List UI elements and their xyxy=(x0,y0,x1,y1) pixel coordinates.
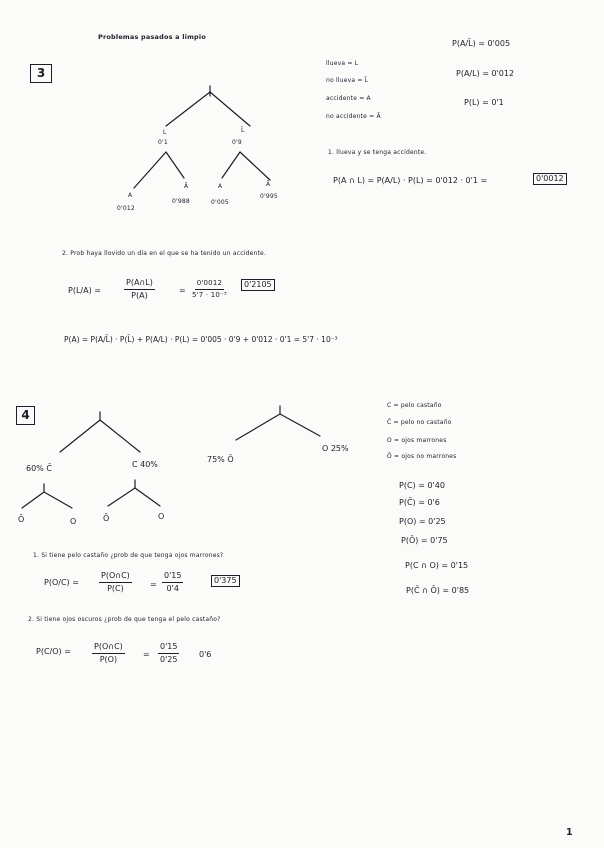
p4-branch-root-left xyxy=(60,420,100,452)
p4-q1-eq: = xyxy=(150,580,157,589)
p3-tree-L-prob: 0'1 xyxy=(158,139,168,146)
p3-tree-A1-prob: 0'012 xyxy=(117,205,135,212)
p4-q1-num2: 0'15 xyxy=(162,572,183,583)
p4-q2-den2: 0'25 xyxy=(160,655,178,664)
p3-legend-0: llueva = L xyxy=(326,60,359,67)
p3-prob-1: P(A/L) = 0'012 xyxy=(456,69,515,78)
p3-q2-den2: 5'7 · 10⁻³ xyxy=(192,291,227,299)
p3-q2-result: 0'2105 xyxy=(241,279,275,291)
p3-tree-L: L xyxy=(163,129,167,136)
p4-branch-left-left xyxy=(22,492,44,508)
page-number: 1 xyxy=(566,827,573,838)
problem-3-number: 3 xyxy=(30,64,52,83)
p3-prob-0: P(A/L̄) = 0'005 xyxy=(452,39,511,48)
p3-q2-frac1 xyxy=(124,279,155,300)
p4-prob-4: P(C ∩ O) = 0'15 xyxy=(405,561,469,570)
p4-branch-root-right xyxy=(100,420,140,452)
p4-q2-num2: 0'15 xyxy=(158,643,179,654)
p4-legend-3: Ō = ojos no marrones xyxy=(387,453,457,460)
p4-q1-num1: P(O∩C) xyxy=(99,572,132,583)
p4-q1-result: 0'375 xyxy=(211,575,240,587)
p4-q1-den1: P(C) xyxy=(107,584,124,593)
p3-branch-L-Abar xyxy=(166,152,184,178)
p3-tree-Abar1-prob: 0'988 xyxy=(172,198,190,205)
p4-tree1-leaf-4: O xyxy=(158,512,165,521)
p4-tree1-Cbar: 60% C̄ xyxy=(26,464,52,473)
p4-legend-0: C = pelo castaño xyxy=(387,402,442,409)
p3-tree-Abar2-prob: 0'995 xyxy=(260,193,278,200)
p4-q2-title: 2. Si tiene ojos oscuros ¿prob de que tenga el pelo castaño? xyxy=(28,616,221,623)
p4-prob-0: P(C) = 0'40 xyxy=(399,481,445,490)
p4-q2-den1: P(O) xyxy=(99,655,118,664)
p3-branch-root-right xyxy=(210,92,250,126)
p4-legend-1: C̄ = pelo no castaño xyxy=(387,419,452,426)
p4-q2-eq: = xyxy=(143,650,150,659)
p3-tree-A1: A xyxy=(128,192,133,199)
p3-tree-Lbar-prob: 0'9 xyxy=(232,139,242,146)
p3-q2-eq: = xyxy=(179,286,186,295)
p3-tree-Lbar: L̄ xyxy=(241,127,245,134)
p3-q2-den1: P(A) xyxy=(131,291,148,300)
p4-tree2-O: O 25% xyxy=(322,444,349,453)
p3-prob-2: P(L) = 0'1 xyxy=(464,98,504,107)
p4-legend-2: O = ojos marrones xyxy=(387,437,447,444)
p4-tree1-C: C 40% xyxy=(132,460,158,469)
p3-tree-Abar1: Ā xyxy=(184,183,189,190)
p3-q2-lhs: P(L/A) = xyxy=(68,286,101,295)
p3-tree-A2-prob: 0'005 xyxy=(211,199,229,206)
p4-tree2-right xyxy=(280,414,320,436)
problem-4-number: 4 xyxy=(16,406,35,425)
p3-q1-result: 0'0012 xyxy=(533,173,567,185)
p3-tree-A2: A xyxy=(218,183,223,190)
p4-tree1-leaf-3: Ō xyxy=(103,514,110,523)
p3-legend-2: accidente = A xyxy=(326,95,371,102)
p4-branch-left-right xyxy=(44,492,72,508)
page-title: Problemas pasados a limpio xyxy=(98,33,206,41)
p4-q1-lhs: P(O/C) = xyxy=(44,578,79,587)
p3-tree-Abar2: Ā xyxy=(266,181,271,188)
p3-q1-title: 1. llueva y se tenga accidente. xyxy=(328,149,427,156)
p4-prob-5: P(C̄ ∩ Ō) = 0'85 xyxy=(406,586,470,595)
p4-prob-2: P(O) = 0'25 xyxy=(399,517,446,526)
p4-q2-frac1 xyxy=(92,643,125,664)
p4-q2-frac2 xyxy=(158,643,179,664)
p3-q1-formula: P(A ∩ L) = P(A/L) · P(L) = 0'012 · 0'1 = xyxy=(333,176,488,185)
p3-branch-Lbar-Abar xyxy=(240,152,270,180)
p3-q2-title: 2. Prob haya llovido un día en el que se ha tenido un accidente. xyxy=(62,250,267,257)
p3-legend-3: no accidente = Ā xyxy=(326,113,381,120)
p3-branch-L-A xyxy=(134,152,166,188)
p4-q1-den2: 0'4 xyxy=(166,584,179,593)
p4-tree2-left xyxy=(236,414,280,440)
p4-branch-right-left xyxy=(108,488,135,506)
p4-q1-frac2 xyxy=(162,572,183,593)
p4-prob-3: P(Ō) = 0'75 xyxy=(401,536,448,545)
p3-q2-total: P(A) = P(A/L̄) · P(L̄) + P(A/L) · P(L) = 0'005 · 0'9 + 0'012 · 0'1 = 5'7 · 10⁻³ xyxy=(64,335,338,344)
p4-q2-num1: P(O∩C) xyxy=(92,643,125,654)
p3-branch-root-left xyxy=(166,92,210,126)
p4-branch-right-right xyxy=(135,488,160,506)
p4-q2-lhs: P(C/O) = xyxy=(36,647,71,656)
p3-legend-1: no llueva = L̄ xyxy=(326,77,369,84)
p4-tree1-leaf-1: Ō xyxy=(18,515,25,524)
p3-q2-frac2 xyxy=(192,280,227,299)
p4-prob-1: P(C̄) = 0'6 xyxy=(399,498,440,507)
p4-q2-result: 0'6 xyxy=(199,650,212,659)
p3-branch-Lbar-A xyxy=(222,152,240,178)
p3-q2-num1: P(A∩L) xyxy=(124,279,155,290)
p4-tree2-Obar: 75% Ō xyxy=(207,455,234,464)
p3-q2-num2: 0'0012 xyxy=(195,280,224,290)
p4-tree1-leaf-2: O xyxy=(70,517,77,526)
p4-q1-title: 1. Si tiene pelo castaño ¿prob de que tenga ojos marrones? xyxy=(33,552,224,559)
p4-q1-frac1 xyxy=(99,572,132,593)
